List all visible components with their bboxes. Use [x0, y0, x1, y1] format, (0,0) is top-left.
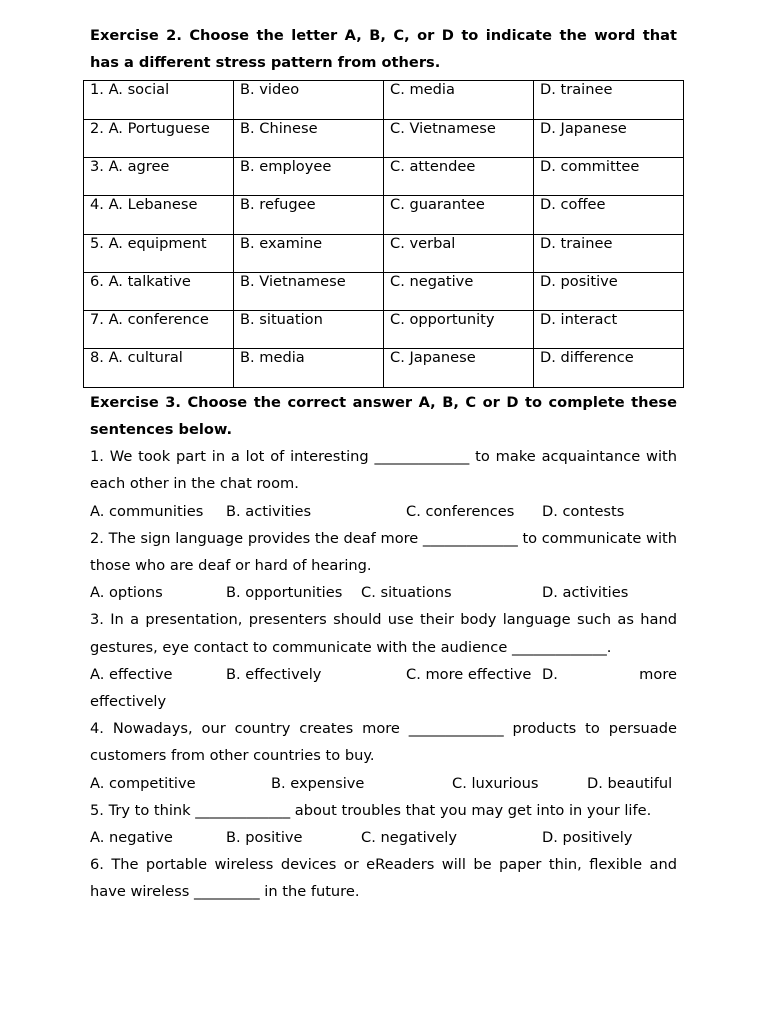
question-3-option-d-wrap — [90, 688, 677, 715]
option-b[interactable]: B. positive — [226, 828, 303, 846]
worksheet-page — [90, 22, 677, 906]
table-cell-a: 6. A. talkative — [84, 272, 234, 310]
table-cell-b: B. media — [234, 349, 384, 387]
option-d-continued[interactable]: effectively — [90, 692, 167, 710]
table-cell-c: C. verbal — [384, 234, 534, 272]
table-cell-b: B. Chinese — [234, 119, 384, 157]
table-cell-a: 4. A. Lebanese — [84, 196, 234, 234]
table-cell-a: 7. A. conference — [84, 311, 234, 349]
option-c[interactable]: C. situations — [361, 584, 452, 602]
option-b[interactable]: B. opportunities — [226, 584, 343, 602]
table-cell-a: 1. A. social — [84, 81, 234, 119]
table-cell-d: D. difference — [534, 349, 684, 387]
table-cell-c: C. opportunity — [384, 311, 534, 349]
table-cell-d: D. Japanese — [534, 119, 684, 157]
option-a[interactable]: A. communities — [90, 502, 204, 520]
option-d[interactable]: D. more — [542, 665, 677, 683]
table-cell-d: D. trainee — [534, 81, 684, 119]
table-cell-d: D. positive — [534, 272, 684, 310]
question-3-text: 3. In a presentation, presenters should use their body language such as hand gestures, eye contact to communicate with the audience _____________. — [90, 611, 677, 656]
question-1-text: 1. We took part in a lot of interesting _____________ to make acquaintance with each other in the chat room. — [90, 448, 677, 493]
table-cell-b: B. refugee — [234, 196, 384, 234]
table-cell-b: B. Vietnamese — [234, 272, 384, 310]
option-a[interactable]: A. competitive — [90, 774, 196, 792]
option-d[interactable]: D. activities — [542, 584, 629, 602]
table-row — [84, 81, 684, 119]
option-a[interactable]: A. negative — [90, 828, 173, 846]
exercise-3-title: Exercise 3. Choose the correct answer A, B, C or D to complete these sentences below. — [90, 393, 677, 438]
table-cell-c: C. attendee — [384, 158, 534, 196]
table-row — [84, 158, 684, 196]
table-row — [84, 234, 684, 272]
option-c[interactable]: C. more effective — [406, 665, 532, 683]
option-d[interactable]: D. beautiful — [587, 774, 673, 792]
option-b[interactable]: B. effectively — [226, 665, 322, 683]
table-cell-d: D. trainee — [534, 234, 684, 272]
option-c[interactable]: C. negatively — [361, 828, 457, 846]
question-1-options — [90, 498, 677, 525]
table-cell-a: 3. A. agree — [84, 158, 234, 196]
option-c[interactable]: C. conferences — [406, 502, 515, 520]
table-cell-c: C. Vietnamese — [384, 119, 534, 157]
question-5-text: 5. Try to think _____________ about troubles that you may get into in your life. — [90, 801, 652, 819]
table-cell-b: B. examine — [234, 234, 384, 272]
question-6-text: 6. The portable wireless devices or eReaders will be paper thin, flexible and have wireless _________ in the future. — [90, 856, 677, 901]
option-a[interactable]: A. options — [90, 584, 163, 602]
table-cell-c: C. Japanese — [384, 349, 534, 387]
option-d[interactable]: D. contests — [542, 502, 625, 520]
table-row — [84, 272, 684, 310]
question-3-options — [90, 661, 677, 688]
table-row — [84, 119, 684, 157]
exercise-2-title: Exercise 2. Choose the letter A, B, C, or D to indicate the word that has a different stress pattern from others. — [90, 27, 677, 72]
table-cell-b: B. video — [234, 81, 384, 119]
option-b[interactable]: B. expensive — [271, 774, 365, 792]
table-cell-b: B. employee — [234, 158, 384, 196]
table-cell-c: C. guarantee — [384, 196, 534, 234]
option-a[interactable]: A. effective — [90, 665, 173, 683]
stress-pattern-table — [83, 80, 684, 387]
option-d[interactable]: D. positively — [542, 828, 633, 846]
table-row — [84, 196, 684, 234]
question-2-text: 2. The sign language provides the deaf more _____________ to communicate with those who are deaf or hard of hearing. — [90, 529, 677, 574]
question-4-text: 4. Nowadays, our country creates more _____________ products to persuade customers from other countries to buy. — [90, 720, 677, 765]
table-row — [84, 349, 684, 387]
table-cell-a: 2. A. Portuguese — [84, 119, 234, 157]
table-cell-d: D. coffee — [534, 196, 684, 234]
option-b[interactable]: B. activities — [226, 502, 312, 520]
table-cell-c: C. media — [384, 81, 534, 119]
table-row — [84, 311, 684, 349]
table-cell-d: D. committee — [534, 158, 684, 196]
table-cell-a: 5. A. equipment — [84, 234, 234, 272]
question-4-options — [90, 770, 677, 797]
table-cell-b: B. situation — [234, 311, 384, 349]
table-cell-d: D. interact — [534, 311, 684, 349]
table-cell-c: C. negative — [384, 272, 534, 310]
question-5-options — [90, 824, 677, 851]
option-c[interactable]: C. luxurious — [452, 774, 539, 792]
table-cell-a: 8. A. cultural — [84, 349, 234, 387]
question-2-options — [90, 579, 677, 606]
